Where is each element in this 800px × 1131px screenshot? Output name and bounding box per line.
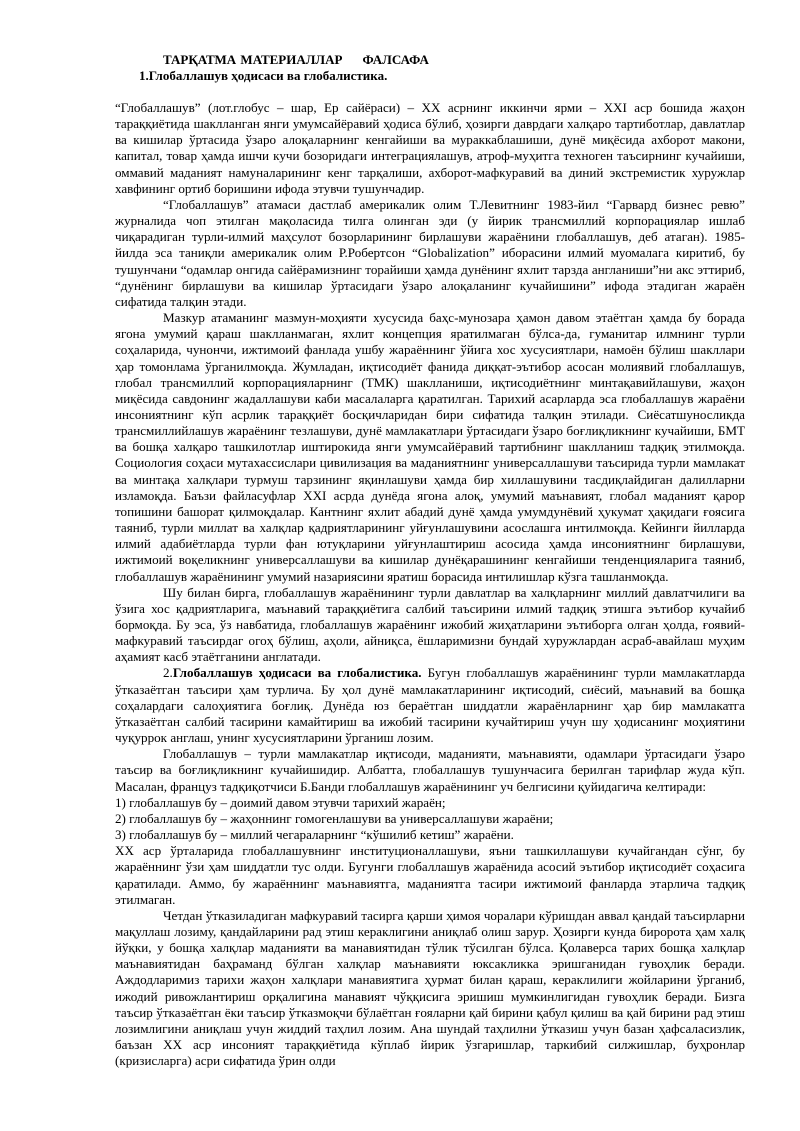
paragraph-3: Мазкур атаманинг мазмун-моҳияти хусусида баҳс-мунозара ҳамон давом этаётган ҳамда бу борада ягона умумий қараш шаклланмаган, яхлит концепция яратилмаган бўлса-да, гуманитар илмнинг турли соҳаларида, чунончи, ижтимоий фанлада ушбу жараённинг ўйига хос хусусиятлари, намоён бўлиш шакллари ҳар томонлама ўрганилмоқда. Жумладан, иқтисодиёт фанида диққат-эътибор асосан молиявий глобаллашув, глобал трансмиллий корпорацияларнинг (ТМК) шаклланиши, иқтисодиётнинг минтақавийлашуви, жаҳон миқёсида савдонинг жадаллашуви каби масалаларга қаратилган. Тарихий асарларда эса глобаллашув жараёни инсониятнинг кўп асрлик тараққиёт босқичларидан бири сифатида талқин этилади. Сиёсатшуносликда трансмиллийлашув жараёнинг тезлашуви, дунё мамлакатлари ўртасидаги ўзаро боғлиқликнинг кучайиши, БМТ ва бошқа халқаро ташкилотлар иштирокида янги умумсайёравий тартибнинг шаклланиш тадқиқ этилмоқда. Социология соҳаси мутахассислари цивилизация ва маданиятнинг универсаллашуви таъсирида турли мамлакат ва минтақа халқлари турмуш тарзининг яқинлашуви ҳамда бир хиллашувини тасдиқлайдиган далилларни изламоқда. Баъзи файласуфлар XXI асрда дунёда ягона алоқ, умумий маънавият, глобал маданият қарор топишини башорат қилмоқдалар. Кантнинг яхлит абадий дунё ҳамда умумдунёвий ҳукумат ҳақидаги ғоясига таяниб, турли миллат ва халқлар қадриятларининг уйғунлашувини асослашга интилмоқда. Кейинги йилларда илмий адабиётларда турли фан ютуқларини уйғунлаштириш асосида ҳамда инсониятнинг бирлашуви, ижтимоий воқеликнинг универсаллашуви ва кишилар дунёқарашининг кенгайиши тенденцияларига таяниб, глобаллашув жараёнининг умумий назариясини яратиш борасида интилишлар кўзга ташланмоқда. [115, 310, 745, 584]
document-subject: ФАЛСАФА [362, 52, 429, 67]
list-item-3: 3) глобаллашув бу – миллий чегараларнинг “кўшилиб кетиш” жараёни. [115, 827, 514, 843]
document-header [163, 52, 745, 68]
paragraph-7: XX аср ўрталарида глобаллашувнинг институционаллашуви, яъни ташкиллашуви кучайгандан сўнг, бу жараённинг ўзи ҳам шиддатли тус олди. Бугунги глобаллашув жараёнида асосий эътибор иқтисодиёт соҳасига қаратилади. Аммо, бу жараённинг маънавиятга, маданиятга тасири ижтимоий фанларда этарлича тадқиқ этилмаган. [115, 843, 745, 907]
paragraph-5-text: Бугун глобаллашув жараёнининг турли мамлакатларда ўтказаётган таъсири ҳам турлича. Бу ҳол дунё мамлакатларининг иқтисодий, сиёсий, маънавий ва бошқа соҳалардаги салоҳиятига боғлиқ. Дунёда юз бераётган шиддатли жараёнларнинг ҳар бир мамлакатга ўтказаётган салбий тасирини камайтириш ва ижобий тасирини кучайтириш учун шу ҳодисанинг моҳиятини чуқуррок англаш, унинг хусусиятларини ўрганиш лозим. [115, 665, 745, 746]
document-body [115, 100, 745, 1069]
section-number: 2. [163, 665, 173, 681]
paragraph-6: Глобаллашув – турли мамлакатлар иқтисоди, маданияти, маънавияти, одамлари ўртасидаги ўзаро таъсир ва боғлиқликнинг кучайишидир. Албатта, глобаллашув тушунчасига берилган тарифлар жуда кўп. Масалан, француз тадқиқотчиси Б.Банди глобаллашув жараёнининг уч белгисини қуйидагича келтиради: [115, 746, 745, 794]
document-title: ТАРҚАТМА МАТЕРИАЛЛАР [163, 52, 343, 67]
paragraph-1: “Глобаллашув” (лот.глобус – шар, Ер сайёраси) – XX асрнинг иккинчи ярми – XXI аср бошида жаҳон тараққиётида шаклланган янги умумсайёравий ҳодиса бўлиб, ҳозирги даврдаги халқаро тартиботлар, давлатлар ва кишилар ўртасида ўзаро алоқаларнинг кенгайиши ва мураккаблашиши, дунё миқёсида ахборот макони, капитал, товар ҳамда ишчи кучи бозоридаги интеграциялашув, атроф-муҳитга техноген таъсирнинг кучайиши, оммавий маданият намуналарининг кенг тарқалиши, ахборот-мафкуравий ва диний экстремистик хуружлар хавфининг ортиб боришини ифода этувчи тушунчадир. [115, 100, 745, 196]
paragraph-5 [115, 665, 745, 746]
paragraph-2: “Глобаллашув” атамаси дастлаб америкалик олим Т.Левитнинг 1983-йил “Гарвард бизнес ревю” журналида чоп этилган мақоласида тилга олинган эди (у йирик трансмиллий корпорациялар ишлаб чиқарадиган турли-илмий маҳсулот бозорларининг бирлашуви жараёнини глобаллашув, деб атаган). 1985-йилда эса таниқли америкалик олим Р.Робертсон “Globalization” иборасини илмий муомалага киритиб, бу тушунчани “одамлар онгида сайёрамизнинг торайиши ҳамда дунёнинг яхлит тарзда англаниши”ни акс эттириб, “дунёнинг бирлашуви ва кишилар ўртасидаги ўзаро алоқаланинг кучайишини” ифода этадиган жараён сифатида талқин этади. [115, 196, 745, 309]
paragraph-8: Четдан ўтказиладиган мафкуравий тасирга қарши ҳимоя чоралари кўришдан аввал қандай таъсирларни мақуллаш лозиму, қандайларини рад этиш кераклигини аниқлаб олиш зарур. Ҳозирги кунда биророта ҳам халқ йўқки, у бошқа халқлар маданияти ва манавиятидан тўлик тўсилган бўлса. Қолаверса тарих бошқа халқлар маънавиятидан баҳраманд бўлган халқлар маънавияти юксакликка эришганидан гувоҳлик беради. Аждодларимиз тарихи жаҳон халқлари манавиятига ҳурмат билан қараш, кераклилиги жойларини ўрганиб, ижодий ривожлантириш орқалигина манавият чўққисига эришиш мумкинлигидан гувоҳлик беради. Бизга таъсир ўтказаётган ёки таъсир ўтказмоқчи бўлаётган ғояларни қай бирини қабул қилиш ва қай бирини рад этиш лозимлигини аниқлаш учун жиддий таҳлил лозим. Ана шундай таҳлилни ўтказиш учун базан ҳафсаласизлик, баъзан XX аср инсоният тараққиётида кўплаб йирик ўзгаришлар, таркибий силжишлар, буҳронлар (кризисларга) асри сифатида ўрин олди [115, 907, 745, 1069]
paragraph-4: Шу билан бирга, глобаллашув жараёнининг турли давлатлар ва халқларнинг миллий давлатчилиги ва ўзига хос қадриятларига, маънавий тараққиётига салбий таъсирини илмий тадқиқ этишга эътибор кучайиб бормоқда. Бу эса, ўз навбатида, глобаллашув жараёнинг ижобий жиҳатларини эътиборга олган ҳолда, ғоявий-мафкуравий таъсирдаг огоҳ бўлиш, аҳоли, айниқса, ёшларимизни бундай хуружлардан асраб-авайлаш муҳим аҳамият касб этаётганини англатади. [115, 584, 745, 665]
section-heading: 1.Глобаллашув ҳодисаси ва глобалистика. [139, 67, 388, 83]
list-item-1: 1) глобаллашув бу – доимий давом этувчи тарихий жараён; [115, 794, 446, 810]
list-item-2: 2) глобаллашув бу – жаҳоннинг гомогенлашуви ва универсаллашуви жараёни; [115, 810, 554, 826]
document-page [115, 52, 745, 1069]
section-2-title: Глобаллашув ҳодисаси ва глобалистика. [172, 665, 422, 681]
